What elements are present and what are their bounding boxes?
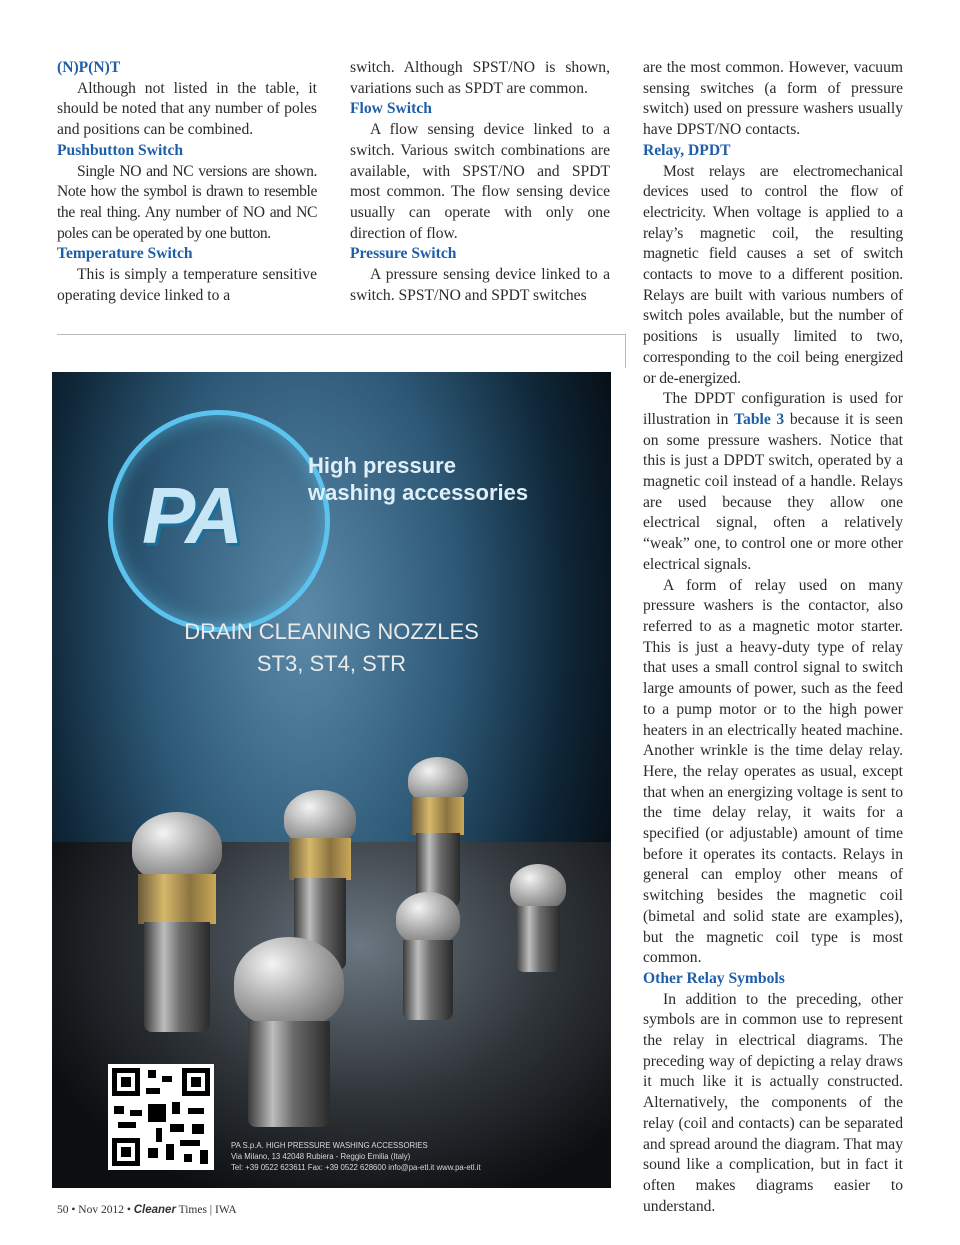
paragraph: A pressure sensing device linked to a switch. SPST/NO and SPDT switches xyxy=(350,266,610,304)
section-heading-temperature: Temperature Switch xyxy=(57,245,193,263)
magazine-brand: Cleaner xyxy=(133,1204,176,1216)
section-heading-relay-dpdt: Relay, DPDT xyxy=(643,141,731,159)
ad-contact-info: PA S.p.A. HIGH PRESSURE WASHING ACCESSORIES Via Milano, 13 42048 Rubiera - Reggio Emilia (Italy) Tel: +39 0522 623611 Fax: +39 0522 628600 info@pa-etl.it www.pa-etl.it xyxy=(231,1141,481,1172)
article-column-2 xyxy=(350,58,610,306)
paragraph: Single NO and NC versions are shown. Note how the symbol is drawn to resemble the real thing. Any number of NO and NC poles can be operated by one button. xyxy=(57,162,317,242)
paragraph: are the most common. However, vacuum sensing switches (a form of pressure switch) used on pressure washers usually have DPST/NO contacts. xyxy=(643,59,903,139)
article-column-3 xyxy=(643,58,903,1217)
ad-tagline: High pressure washing accessories xyxy=(308,453,529,505)
paragraph: A form of relay used on many pressure washers is the contactor, also referred to as a magnetic motor starter. This is just a heavy-duty type of relay that uses a small control signal to switch large amounts of power, such as the feed to a pump motor or to the high power heaters in an electrically heated machine. Another wrinkle is the time delay relay. Here, the relay operates as usual, except that when an energizing voltage is sent to the time delay relay, it waits for a specified (or adjustable) amount of time before it operates its contacts. Relays in general can employ other means of switching besides the magnetic coil (bimetal and solid state are examples), but the magnetic coil type is most common. xyxy=(643,576,903,967)
paragraph: Most relays are electromechanical devices used to control the flow of electricity. When voltage is applied to a relay’s magnetic coil, the resulting magnetic field causes a set of switch contacts to move to a different position. Relays are built with various numbers of switch poles available, but the number of positions is usually limited to two, corresponding to the coil being energized or de-energized. xyxy=(643,162,903,387)
divider xyxy=(57,334,625,335)
nozzle-image xyxy=(396,892,460,1022)
advertisement[interactable] xyxy=(52,372,611,1188)
nozzle-image xyxy=(132,812,222,1032)
nozzle-image xyxy=(408,757,468,907)
nozzle-image xyxy=(234,937,344,1127)
paragraph: This is simply a temperature sensitive operating device linked to a xyxy=(57,266,317,304)
paragraph: A flow sensing device linked to a switch. Various switch combinations are available, with SPST/NO and SPDT most common. The flow sensing device usually can operate with only one direction of flow. xyxy=(350,121,610,242)
table-3-link[interactable]: Table 3 xyxy=(734,410,785,428)
section-heading-other-relay: Other Relay Symbols xyxy=(643,969,785,987)
paragraph: The DPDT configuration is used for illustration in Table 3 because it is seen on some pressure washers. Notice that this is just a DPDT switch, operated by a magnetic coil instead of a handle. Relays are used because they allow one electrical signal, often a relatively “weak” one, to control one or more other electrical signals. xyxy=(643,390,904,573)
article-column-1 xyxy=(57,58,317,306)
qr-code[interactable] xyxy=(108,1064,214,1170)
section-heading-npnt: (N)P(N)T xyxy=(57,59,121,76)
paragraph: In addition to the preceding, other symbols are in common use to represent the relay in electrical diagrams. The preceding way of depicting a relay draws it much like it is actually constructed. Alternatively, the components of the relay (coil and contacts) can be separated and spread around the diagram. That may sound like a complication, but in fact it often makes diagrams easier to understand. xyxy=(643,990,903,1215)
nozzle-image xyxy=(510,864,566,974)
section-heading-pressure: Pressure Switch xyxy=(350,245,457,263)
section-heading-flow: Flow Switch xyxy=(350,100,432,118)
ad-headline: DRAIN CLEANING NOZZLES ST3, ST4, STR xyxy=(184,619,479,676)
paragraph: switch. Although SPST/NO is shown, variations such as SPDT are common. xyxy=(350,59,610,97)
pa-logo: PA xyxy=(142,471,240,560)
section-heading-pushbutton: Pushbutton Switch xyxy=(57,141,184,159)
paragraph: Although not listed in the table, it should be noted that any number of poles and positions can be combined. xyxy=(57,79,317,139)
divider xyxy=(625,334,626,368)
page-footer: 50 • Nov 2012 • Cleaner Times | IWA xyxy=(57,1204,237,1216)
